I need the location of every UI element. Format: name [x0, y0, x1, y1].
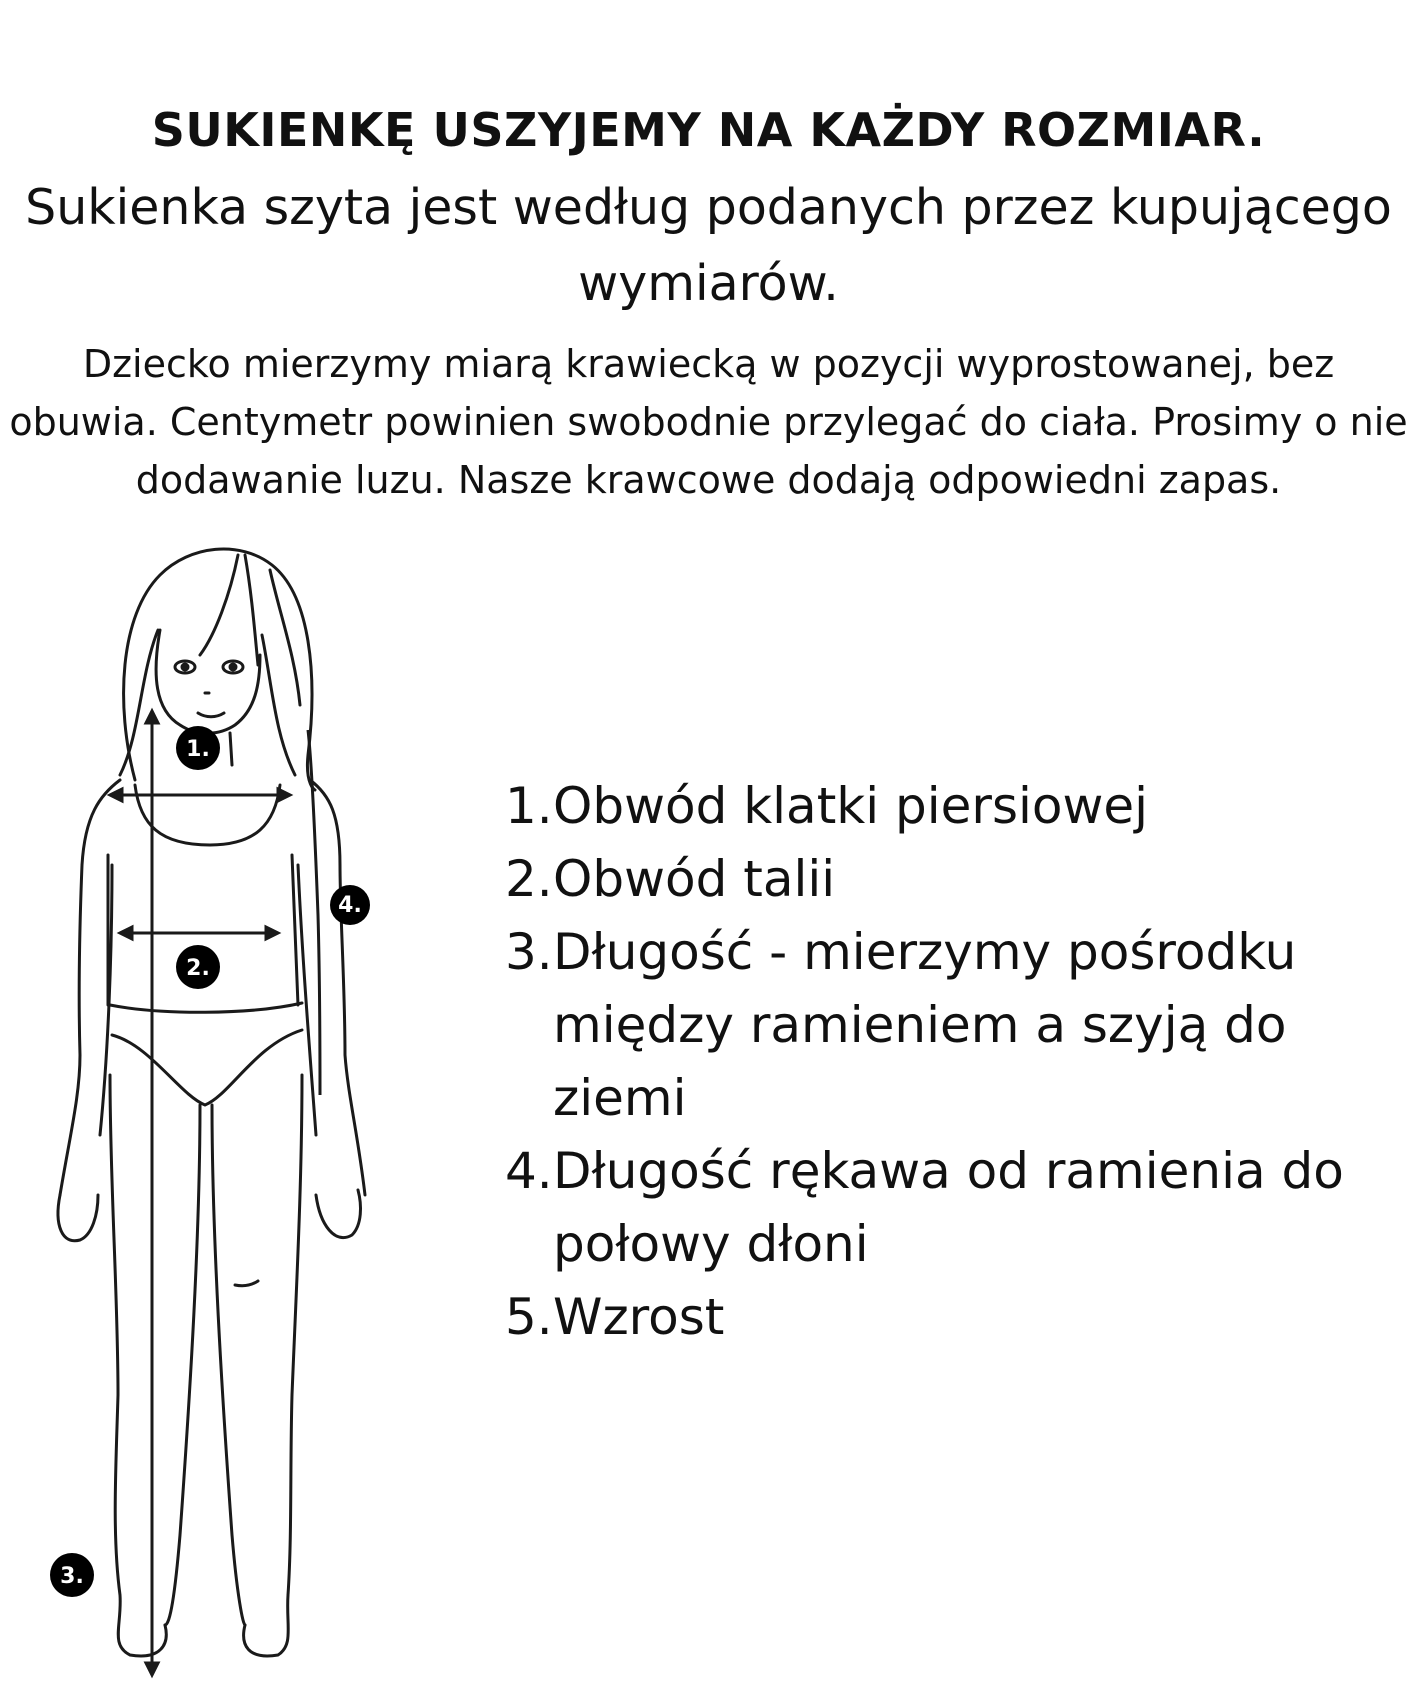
left-leg — [110, 1075, 166, 1656]
marker-1 — [176, 726, 220, 770]
length-arrow-bottom — [146, 1663, 158, 1675]
right-leg — [244, 1075, 302, 1656]
measurement-item — [505, 916, 1405, 1135]
measurement-label: Obwód klatki piersiowej — [553, 777, 1149, 835]
measurement-item — [505, 1135, 1405, 1281]
marker-3-label: 3. — [60, 1564, 84, 1589]
measurement-list — [505, 770, 1405, 1354]
length-arrow-top — [146, 711, 158, 723]
measurement-number: 2. — [505, 850, 553, 908]
child-measurement-figure-icon — [40, 535, 440, 1680]
chest-arrow-left — [110, 789, 122, 801]
measurement-label: Obwód talii — [553, 850, 836, 908]
measurement-label: Długość rękawa od ramienia do połowy dłoni — [553, 1142, 1344, 1273]
measurement-item — [505, 1281, 1405, 1354]
marker-2 — [176, 945, 220, 989]
measurement-item — [505, 770, 1405, 843]
measurement-number: 5. — [505, 1288, 553, 1346]
measurement-item — [505, 843, 1405, 916]
knee-right — [235, 1281, 258, 1286]
marker-4 — [330, 885, 370, 925]
left-hand — [58, 1195, 98, 1241]
marker-3 — [50, 1553, 94, 1597]
page-title: SUKIENKĘ USZYJEMY NA KAŻDY ROZMIAR. — [151, 103, 1266, 157]
measurement-label: Wzrost — [553, 1288, 725, 1346]
marker-4-label: 4. — [338, 893, 362, 918]
right-hand — [316, 1190, 360, 1238]
measurement-number: 1. — [505, 777, 553, 835]
underwear — [110, 1003, 302, 1105]
marker-1-label: 1. — [186, 737, 210, 762]
marker-2-label: 2. — [186, 956, 210, 981]
measuring-instructions: Dziecko mierzymy miarą krawiecką w pozycji wyprostowanej, bez obuwia. Centymetr powinien swobodnie przylegać do ciała. Prosimy o nie dodawanie luzu. Nasze krawcowe dodają odpowiedni zapas. — [9, 342, 1408, 502]
hair-right-side — [262, 635, 295, 775]
waist-arrow-right — [266, 927, 278, 939]
inner-leg-left — [165, 1105, 200, 1625]
measurement-label: Długość - mierzymy pośrodku między ramieniem a szyją do ziemi — [553, 923, 1297, 1127]
page-subtitle: Sukienka szyta jest według podanych przez kupującego wymiarów. — [25, 179, 1392, 312]
mouth — [198, 713, 224, 717]
inner-leg-right — [212, 1105, 245, 1625]
chest-arrow-right — [278, 789, 290, 801]
waist-arrow-left — [120, 927, 132, 939]
measurement-number: 4. — [505, 1142, 553, 1200]
measurement-number: 3. — [505, 923, 553, 981]
